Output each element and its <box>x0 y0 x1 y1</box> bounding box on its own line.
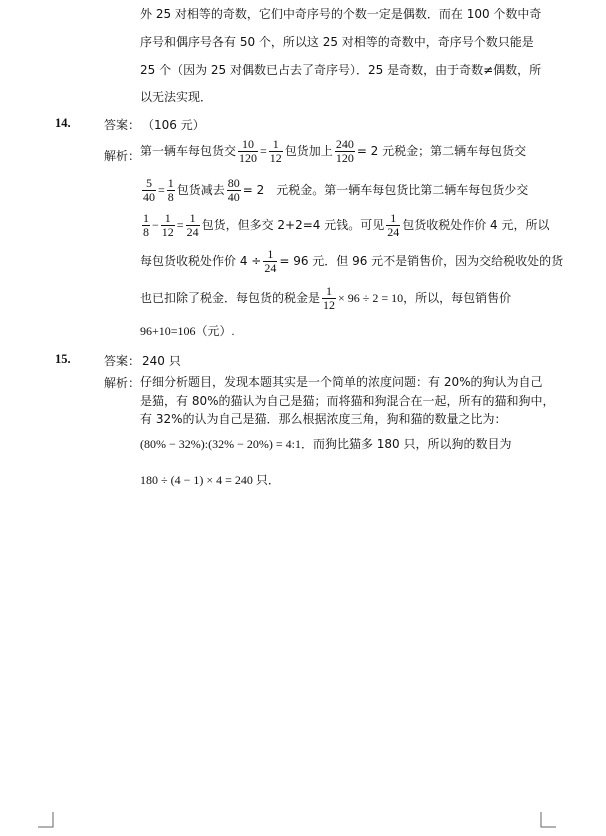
problem-14-number: 14. <box>55 116 71 130</box>
p14-answer-value: （106 元） <box>142 118 205 132</box>
p15-line-2: 是猫，有 80%的猫认为自己是猫；而将猫和狗混合在一起，所有的猫和狗中， <box>140 394 555 408</box>
fraction-1-24: $\frac{1}{24}$ <box>264 247 277 275</box>
equals-sign: = <box>176 218 184 232</box>
p15-answer-value: 240 只 <box>142 354 181 368</box>
p14-text-d2: = 96 元．但 96 元不是销售价，因为交给税收处的货 <box>279 254 564 268</box>
fraction-1-24: $\frac{1}{24}$ <box>387 211 400 239</box>
p14-line-6: 96+10=106（元）. <box>140 324 235 338</box>
fraction-1-12: $\frac{1}{12}$ <box>269 137 282 165</box>
p14-line-2 <box>140 177 528 204</box>
fraction-240-120: $\frac{240}{120}$ <box>335 137 354 165</box>
p15-answer-label: 答案： <box>104 354 141 368</box>
fraction-80-40: $\frac{80}{40}$ <box>227 176 240 204</box>
p14-formula-tax: × 96 ÷ 2 = 10 <box>338 291 404 305</box>
p14-text-b1: 包货减去 <box>176 183 225 197</box>
p13-line-4: 以无法实现． <box>140 90 213 104</box>
p13-line-2: 序号和偶序号各有 50 个，所以这 25 对相等的奇数中，奇序号个数只能是 <box>140 35 534 49</box>
fraction-10-120: $\frac{10}{120}$ <box>239 137 258 165</box>
p14-explanation-label: 解析： <box>104 149 141 163</box>
p14-text-b2: = 2 元税金。第一辆车每包货比第二辆车每包货少交 <box>242 183 529 197</box>
p14-line-3 <box>140 212 549 239</box>
corner-mark-bottom-right <box>540 812 556 828</box>
p15-line-1: 仔细分析题目，发现本题其实是一个简单的浓度问题：有 20%的狗认为自己 <box>140 375 543 389</box>
fraction-5-40: $\frac{5}{40}$ <box>143 176 155 204</box>
minus-sign: − <box>152 218 159 232</box>
fraction-1-24: $\frac{1}{24}$ <box>186 211 199 239</box>
p14-line-4 <box>140 248 563 275</box>
p15-line-5: 180 ÷ (4 − 1) × 4 = 240 只． <box>140 473 280 487</box>
p14-text-a2: 包货加上 <box>284 144 333 158</box>
p15-ratio-formula: (80% − 32%):(32% − 20%) = 4:1 <box>140 437 301 451</box>
p15-explanation-label: 解析： <box>104 376 141 390</box>
p14-text-d1: 每包货收税处作价 4 ÷ <box>140 254 262 268</box>
p14-text-e3: ，所以，每包销售价 <box>403 291 512 305</box>
equals-sign: = <box>260 144 267 158</box>
p14-line-1 <box>140 138 526 165</box>
p14-text-a3: = 2 元税金；第二辆车每包货交 <box>356 144 527 158</box>
fraction-1-8: $\frac{1}{8}$ <box>143 211 149 239</box>
p13-line-3: 25 个（因为 25 对偶数已占去了奇序号）．25 是奇数，由于奇数≠偶数，所 <box>140 63 542 77</box>
p14-text-e1: 也已扣除了税金．每包货的税金是 <box>140 291 321 305</box>
p14-answer-label: 答案： <box>104 118 141 132</box>
equals-sign: = <box>158 183 165 197</box>
p15-text-l4b: ．而狗比猫多 180 只，所以狗的数目为 <box>300 437 512 451</box>
corner-mark-bottom-left <box>38 812 54 828</box>
p14-line-5 <box>140 285 511 312</box>
fraction-1-12: $\frac{1}{12}$ <box>323 284 336 312</box>
fraction-1-12: $\frac{1}{12}$ <box>161 211 174 239</box>
p15-line-4 <box>140 436 512 452</box>
p14-text-c2: 包货收税处作价 4 元，所以 <box>402 218 550 232</box>
fraction-1-8: $\frac{1}{8}$ <box>167 176 174 204</box>
p15-line-3: 有 32%的认为自己是猫．那么根据浓度三角，狗和猫的数量之比为： <box>140 412 507 426</box>
p14-text-c1: 包货，但多交 2+2=4 元钱。可见 <box>201 218 385 232</box>
problem-15-number: 15. <box>55 352 71 366</box>
p13-line-1: 外 25 对相等的奇数，它们中奇序号的个数一定是偶数．而在 100 个数中奇 <box>140 7 542 21</box>
p14-text-a1: 第一辆车每包货交 <box>140 144 237 158</box>
